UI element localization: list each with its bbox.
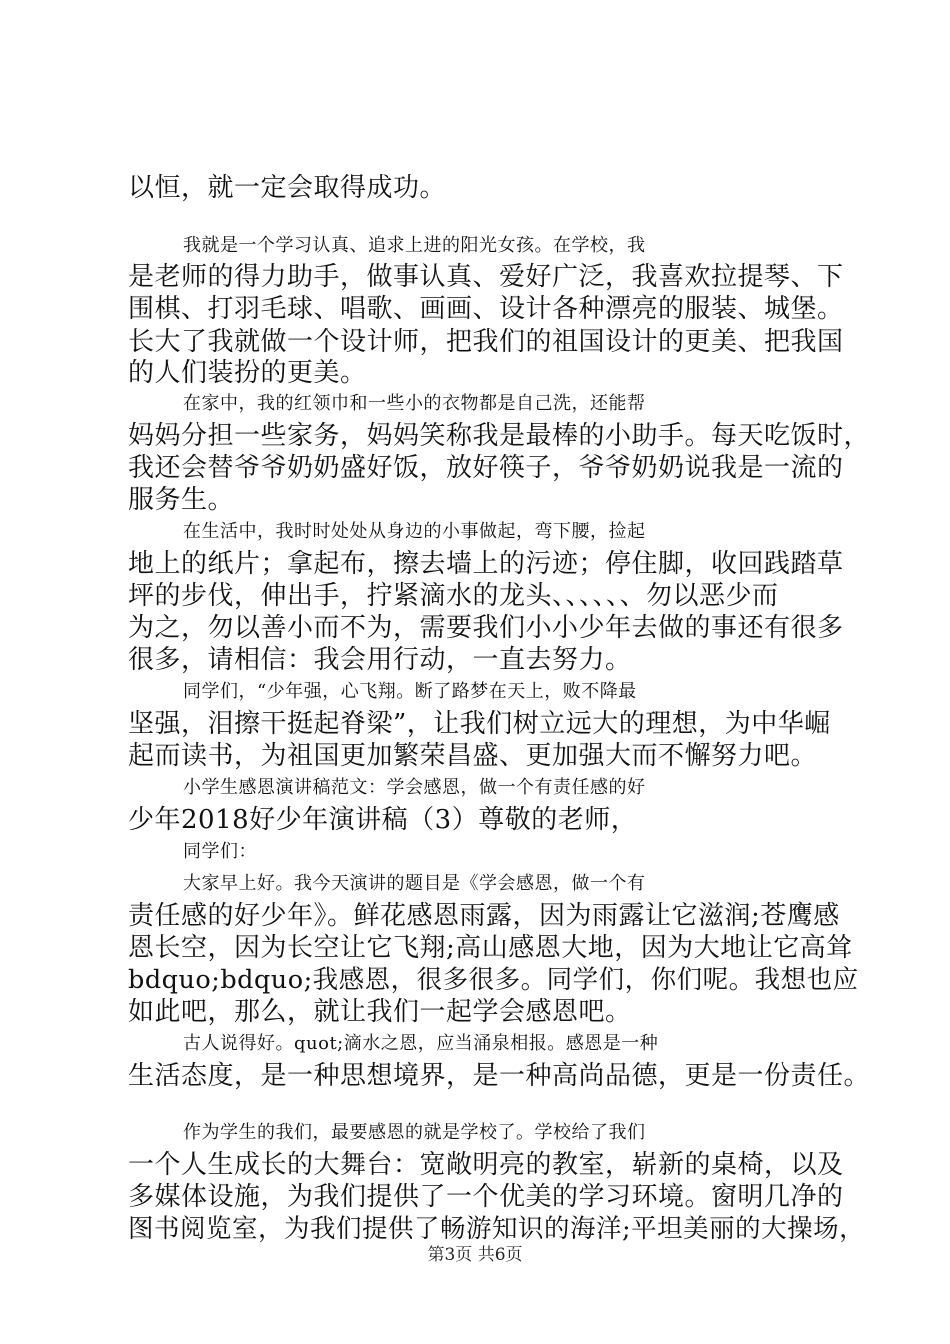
text-line: 大家早上好。我今天演讲的题目是《学会感恩，做一个有 xyxy=(183,873,646,894)
text-line: 围棋、打羽毛球、唱歌、画画、设计各种漂亮的服装、城堡。 xyxy=(128,294,844,324)
text-line: 责任感的好少年》。鲜花感恩雨露，因为雨露让它滋润;苍鹰感 xyxy=(128,901,840,931)
text-line: 多媒体设施，为我们提供了一个优美的学习环境。窗明几净的 xyxy=(128,1182,844,1212)
text-line: 以恒，就一定会取得成功。 xyxy=(128,173,447,203)
text-line: 作为学生的我们，最要感恩的就是学校了。学校给了我们 xyxy=(183,1122,646,1143)
text-line: 坚强，泪擦干挺起脊梁”，让我们树立远大的理想，为中华崛 xyxy=(128,709,831,739)
text-line: 生活态度，是一种思想境界，是一种高尚品德，更是一份责任。 xyxy=(128,1061,871,1091)
text-line: 地上的纸片；拿起布，擦去墙上的污迹；停住脚，收回践踏草 xyxy=(128,549,844,579)
text-line: 长大了我就做一个设计师，把我们的祖国设计的更美、把我国 xyxy=(128,327,844,357)
text-line: 小学生感恩演讲稿范文：学会感恩，做一个有责任感的好 xyxy=(183,777,646,798)
text-line: 同学们，“少年强，心飞翔。断了路梦在天上，败不降最 xyxy=(183,681,637,702)
text-line: 恩长空，因为长空让它飞翔;高山感恩大地，因为大地让它高耸 xyxy=(128,933,853,963)
text-line: 很多，请相信：我会用行动，一直去努力。 xyxy=(128,645,632,675)
text-line: 在生活中，我时时处处从身边的小事做起，弯下腰，捡起 xyxy=(183,521,646,542)
text-line: 我就是一个学习认真、追求上进的阳光女孩。在学校，我 xyxy=(183,235,646,256)
page-number-footer: 第3页 共6页 xyxy=(427,1245,523,1265)
text-line: 坪的步伐，伸出手，拧紧滴水的龙头、、、、、、勿以恶少而 xyxy=(128,581,779,611)
text-line: 起而读书，为祖国更加繁荣昌盛、更加强大而不懈努力吧。 xyxy=(128,741,818,771)
text-line: 服务生。 xyxy=(128,485,235,515)
text-line: 少年2018好少年演讲稿（3）尊敬的老师， xyxy=(128,805,638,835)
text-line: 一个人生成长的大舞台：宽敞明亮的教室，崭新的桌椅，以及 xyxy=(128,1150,844,1180)
text-line: 为之，勿以善小而不为，需要我们小小少年去做的事还有很多 xyxy=(128,613,844,643)
text-line: 如此吧，那么，就让我们一起学会感恩吧。 xyxy=(128,997,632,1027)
text-line: bdquo;bdquo;我感恩，很多很多。同学们，你们呢。我想也应 xyxy=(128,965,859,995)
text-line: 的人们装扮的更美。 xyxy=(128,358,367,388)
text-line: 图书阅览室，为我们提供了畅游知识的海洋;平坦美丽的大操场， xyxy=(128,1214,866,1244)
text-line: 我还会替爷爷奶奶盛好饭，放好筷子，爷爷奶奶说我是一流的 xyxy=(128,453,844,483)
text-line: 同学们： xyxy=(183,841,257,862)
text-line: 在家中，我的红领巾和一些小的衣物都是自己洗，还能帮 xyxy=(183,393,646,414)
text-line: 古人说得好。quot;滴水之恩，应当涌泉相报。感恩是一种 xyxy=(183,1033,659,1054)
text-line: 是老师的得力助手，做事认真、爱好广泛，我喜欢拉提琴、下 xyxy=(128,262,844,292)
text-line: 妈妈分担一些家务，妈妈笑称我是最棒的小助手。每天吃饭时， xyxy=(128,421,871,451)
